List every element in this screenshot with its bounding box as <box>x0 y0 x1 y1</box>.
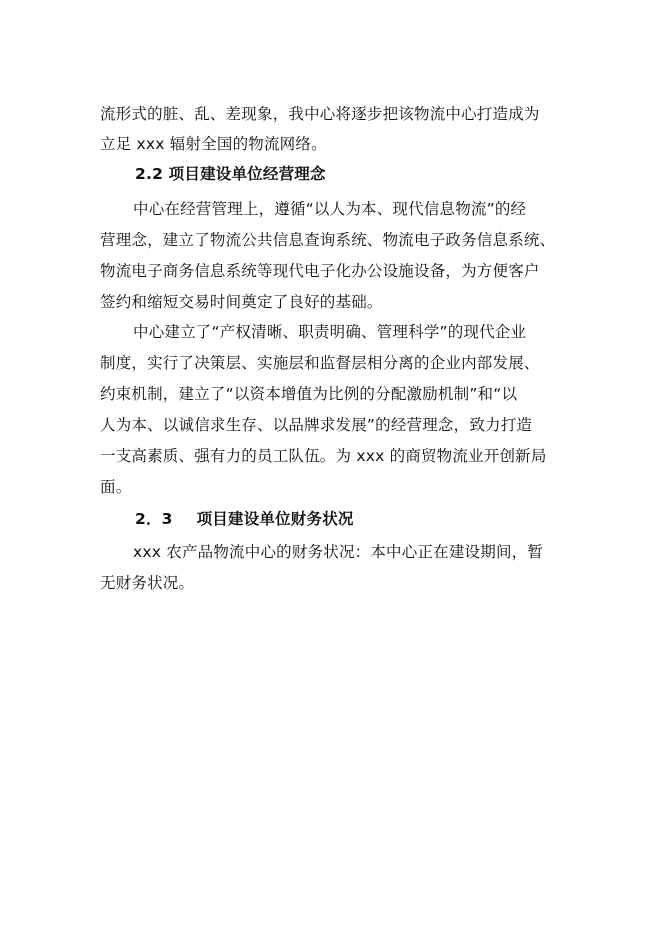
para-2-2-a-line-2: 营理念，建立了物流公共信息查询系统、物流电子政务信息系统、 <box>100 231 556 249</box>
intro-line-2: 立足 xxx 辐射全国的物流网络。 <box>100 135 327 153</box>
para-2-2-b-line-4: 人为本、以诚信求生存、以品牌求发展”的经营理念，致力打造 <box>100 416 533 434</box>
para-2-2-b-line-1: 中心建立了“产权清晰、职责明确、管理科学”的现代企业 <box>133 323 527 341</box>
section-number: 2．3 <box>135 510 173 528</box>
para-2-2-a-line-4: 签约和缩短交易时间奠定了良好的基础。 <box>100 293 383 311</box>
para-2-2-a-line-3: 物流电子商务信息系统等现代电子化办公设施设备，为方便客户 <box>100 262 540 280</box>
intro-line-1: 流形式的脏、乱、差现象，我中心将逐步把该物流中心打造成为 <box>100 105 540 123</box>
section-title: 项目建设单位财务状况 <box>196 510 354 528</box>
section-heading-2-3 <box>135 509 354 529</box>
para-2-2-b-line-2: 制度，实行了决策层、实施层和监督层相分离的企业内部发展、 <box>100 354 540 372</box>
section-title: 项目建设单位经营理念 <box>168 165 326 183</box>
para-2-2-b-line-5: 一支高素质、强有力的员工队伍。为 xxx 的商贸物流业开创新局 <box>100 447 547 465</box>
para-2-3-line-2: 无财务状况。 <box>100 574 195 592</box>
section-number: 2.2 <box>135 165 164 183</box>
section-heading-2-2 <box>135 164 326 184</box>
para-2-3-line-1: xxx 农产品物流中心的财务状况：本中心正在建设期间，暂 <box>133 543 544 561</box>
para-2-2-b-line-3: 约束机制，建立了“以资本增值为比例的分配激励机制”和“以 <box>100 385 518 403</box>
para-2-2-b-line-6: 面。 <box>100 478 132 496</box>
para-2-2-a-line-1: 中心在经营管理上，遵循“以人为本、现代信息物流”的经 <box>133 200 527 218</box>
